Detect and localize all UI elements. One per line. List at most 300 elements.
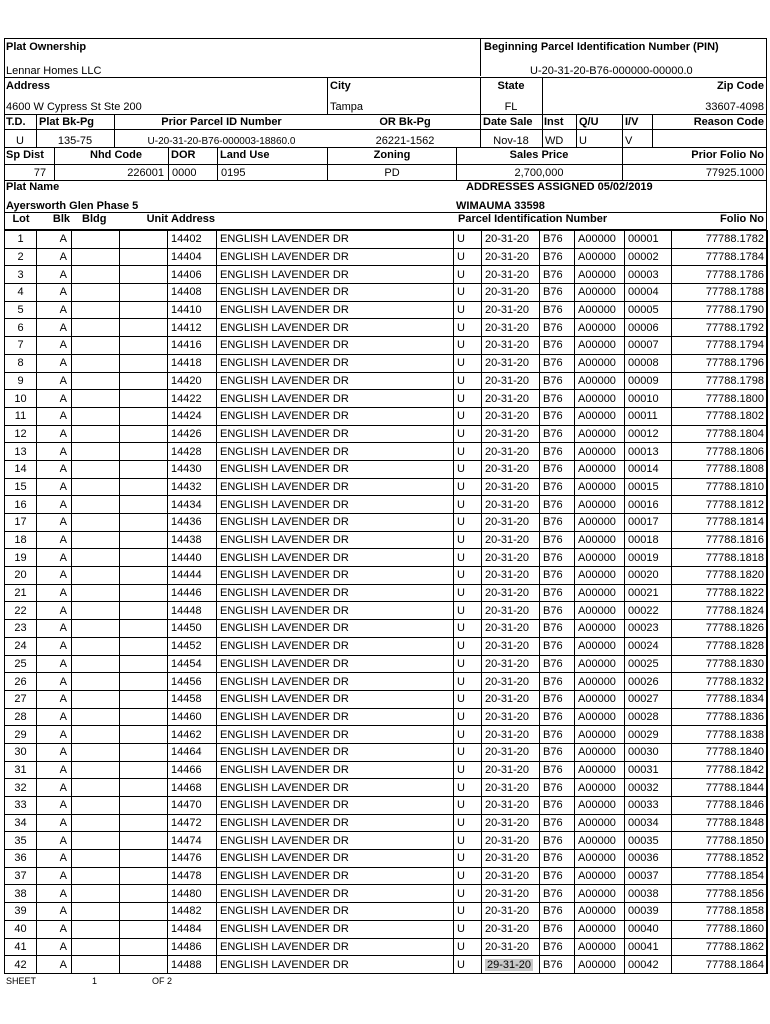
- row-blk: A: [37, 832, 72, 850]
- row-lot-code: 00033: [625, 797, 672, 815]
- table-row: [5, 301, 768, 319]
- zoning-label: Zoning: [373, 149, 411, 161]
- row-bldg: [72, 903, 120, 921]
- row-bldg: [72, 567, 120, 585]
- row-folio: 77788.1842: [672, 761, 768, 779]
- table-row: [5, 956, 768, 974]
- owner-state: FL: [504, 101, 518, 113]
- row-folio: 77788.1804: [672, 425, 768, 443]
- row-house-number: 14432: [168, 478, 217, 496]
- address-label: Address: [6, 80, 51, 92]
- row-section-township-range: 20-31-20: [482, 797, 540, 815]
- row-folio: 77788.1810: [672, 478, 768, 496]
- row-house-number: 14480: [168, 885, 217, 903]
- row-subdivision-code: B76: [540, 743, 575, 761]
- row-lot-code: 00021: [625, 584, 672, 602]
- row-blk: A: [37, 602, 72, 620]
- row-blk: A: [37, 673, 72, 691]
- row-unit: [120, 602, 168, 620]
- row-unit: [120, 549, 168, 567]
- row-tax-code: U: [454, 478, 482, 496]
- row-tax-code: U: [454, 514, 482, 532]
- row-block-code: A00000: [575, 637, 625, 655]
- row-lot-code: 00028: [625, 708, 672, 726]
- row-folio: 77788.1784: [672, 248, 768, 266]
- row-unit: [120, 248, 168, 266]
- table-row: [5, 443, 768, 461]
- row-tax-code: U: [454, 690, 482, 708]
- table-row: [5, 743, 768, 761]
- row-unit: [120, 673, 168, 691]
- row-folio: 77788.1786: [672, 266, 768, 284]
- row-lot: 1: [5, 231, 37, 249]
- row-section-township-range: 20-31-20: [482, 478, 540, 496]
- row-blk: A: [37, 797, 72, 815]
- row-unit: [120, 708, 168, 726]
- row-lot: 5: [5, 301, 37, 319]
- row-subdivision-code: B76: [540, 390, 575, 408]
- row-unit: [120, 761, 168, 779]
- row-section-township-range: 20-31-20: [482, 885, 540, 903]
- row-street: ENGLISH LAVENDER DR: [217, 708, 454, 726]
- row-bldg: [72, 743, 120, 761]
- row-blk: A: [37, 620, 72, 638]
- row-tax-code: U: [454, 620, 482, 638]
- row-street: ENGLISH LAVENDER DR: [217, 531, 454, 549]
- row-lot-code: 00038: [625, 885, 672, 903]
- row-section-township-range: 20-31-20: [482, 832, 540, 850]
- col-pin: Parcel Identification Number: [458, 213, 608, 225]
- col-lot: Lot: [12, 213, 30, 225]
- row-lot: 18: [5, 531, 37, 549]
- row-house-number: 14446: [168, 584, 217, 602]
- row-block-code: A00000: [575, 867, 625, 885]
- row-block-code: A00000: [575, 584, 625, 602]
- table-row: [5, 248, 768, 266]
- row-block-code: A00000: [575, 266, 625, 284]
- row-tax-code: U: [454, 673, 482, 691]
- row-unit: [120, 690, 168, 708]
- row-unit: [120, 743, 168, 761]
- row-section-township-range: 20-31-20: [482, 549, 540, 567]
- row-folio: 77788.1820: [672, 567, 768, 585]
- row-house-number: 14426: [168, 425, 217, 443]
- row-street: ENGLISH LAVENDER DR: [217, 460, 454, 478]
- sheet-label: SHEET: [6, 976, 37, 986]
- row-tax-code: U: [454, 567, 482, 585]
- table-row: [5, 496, 768, 514]
- table-row: [5, 514, 768, 532]
- row-blk: A: [37, 956, 72, 974]
- col-folio: Folio No: [720, 213, 764, 225]
- city-label: City: [330, 80, 351, 92]
- row-lot-code: 00039: [625, 903, 672, 921]
- table-row: [5, 602, 768, 620]
- parcel-table: [4, 230, 768, 974]
- row-tax-code: U: [454, 443, 482, 461]
- row-house-number: 14472: [168, 814, 217, 832]
- row-folio: 77788.1830: [672, 655, 768, 673]
- row-folio: 77788.1814: [672, 514, 768, 532]
- row-blk: A: [37, 903, 72, 921]
- row-subdivision-code: B76: [540, 266, 575, 284]
- reason-code-label: Reason Code: [693, 116, 764, 128]
- row-street: ENGLISH LAVENDER DR: [217, 443, 454, 461]
- row-section-township-range: 20-31-20: [482, 620, 540, 638]
- row-street: ENGLISH LAVENDER DR: [217, 549, 454, 567]
- row-unit: [120, 567, 168, 585]
- date-sale-value: Nov-18: [493, 135, 529, 147]
- row-block-code: A00000: [575, 903, 625, 921]
- row-section-township-range: 20-31-20: [482, 443, 540, 461]
- row-subdivision-code: B76: [540, 956, 575, 974]
- row-block-code: A00000: [575, 460, 625, 478]
- row-block-code: A00000: [575, 284, 625, 302]
- row-tax-code: U: [454, 956, 482, 974]
- row-tax-code: U: [454, 284, 482, 302]
- table-row: [5, 549, 768, 567]
- iv-label: I/V: [625, 116, 639, 128]
- row-tax-code: U: [454, 832, 482, 850]
- prior-parcel-value: U-20-31-20-B76-000003-18860.0: [147, 136, 296, 147]
- table-row: [5, 850, 768, 868]
- row-lot: 28: [5, 708, 37, 726]
- row-subdivision-code: B76: [540, 850, 575, 868]
- row-street: ENGLISH LAVENDER DR: [217, 319, 454, 337]
- row-section-township-range: 20-31-20: [482, 284, 540, 302]
- row-lot: 13: [5, 443, 37, 461]
- row-lot-code: 00037: [625, 867, 672, 885]
- row-blk: A: [37, 850, 72, 868]
- row-folio: 77788.1844: [672, 779, 768, 797]
- row-block-code: A00000: [575, 797, 625, 815]
- row-unit: [120, 779, 168, 797]
- row-subdivision-code: B76: [540, 319, 575, 337]
- row-block-code: A00000: [575, 779, 625, 797]
- row-lot: 42: [5, 956, 37, 974]
- row-folio: 77788.1836: [672, 708, 768, 726]
- row-street: ENGLISH LAVENDER DR: [217, 690, 454, 708]
- row-folio: 77788.1788: [672, 284, 768, 302]
- owner-name: Lennar Homes LLC: [6, 65, 102, 77]
- row-folio: 77788.1840: [672, 743, 768, 761]
- zip-label: Zip Code: [716, 80, 764, 92]
- row-tax-code: U: [454, 885, 482, 903]
- col-unit: Unit: [146, 213, 168, 225]
- row-lot-code: 00042: [625, 956, 672, 974]
- row-unit: [120, 496, 168, 514]
- row-street: ENGLISH LAVENDER DR: [217, 885, 454, 903]
- row-subdivision-code: B76: [540, 814, 575, 832]
- row-lot-code: 00027: [625, 690, 672, 708]
- row-unit: [120, 266, 168, 284]
- row-street: ENGLISH LAVENDER DR: [217, 337, 454, 355]
- row-folio: 77788.1848: [672, 814, 768, 832]
- row-house-number: 14448: [168, 602, 217, 620]
- prior-parcel-label: Prior Parcel ID Number: [161, 116, 282, 128]
- row-bldg: [72, 637, 120, 655]
- row-house-number: 14434: [168, 496, 217, 514]
- row-folio: 77788.1862: [672, 938, 768, 956]
- row-street: ENGLISH LAVENDER DR: [217, 496, 454, 514]
- owner-city: Tampa: [330, 101, 364, 113]
- row-subdivision-code: B76: [540, 248, 575, 266]
- row-lot-code: 00018: [625, 531, 672, 549]
- table-row: [5, 231, 768, 249]
- row-section-township-range: 20-31-20: [482, 602, 540, 620]
- row-subdivision-code: B76: [540, 460, 575, 478]
- table-row: [5, 284, 768, 302]
- row-lot-code: 00024: [625, 637, 672, 655]
- row-block-code: A00000: [575, 956, 625, 974]
- row-street: ENGLISH LAVENDER DR: [217, 231, 454, 249]
- zoning-value: PD: [384, 167, 400, 179]
- row-section-township-range: 20-31-20: [482, 708, 540, 726]
- row-house-number: 14486: [168, 938, 217, 956]
- row-house-number: 14418: [168, 354, 217, 372]
- row-lot-code: 00013: [625, 443, 672, 461]
- row-subdivision-code: B76: [540, 797, 575, 815]
- row-subdivision-code: B76: [540, 690, 575, 708]
- row-tax-code: U: [454, 779, 482, 797]
- row-house-number: 14474: [168, 832, 217, 850]
- row-bldg: [72, 354, 120, 372]
- beginning-pin: U-20-31-20-B76-000000-00000.0: [530, 65, 693, 77]
- row-lot: 11: [5, 407, 37, 425]
- row-street: ENGLISH LAVENDER DR: [217, 938, 454, 956]
- row-section-township-range: 20-31-20: [482, 354, 540, 372]
- row-unit: [120, 514, 168, 532]
- row-house-number: 14406: [168, 266, 217, 284]
- row-block-code: A00000: [575, 690, 625, 708]
- row-section-township-range: 20-31-20: [482, 372, 540, 390]
- col-blk: Blk: [52, 213, 70, 225]
- row-bldg: [72, 478, 120, 496]
- row-tax-code: U: [454, 531, 482, 549]
- row-section-township-range: 20-31-20: [482, 867, 540, 885]
- row-unit: [120, 885, 168, 903]
- table-row: [5, 425, 768, 443]
- row-blk: A: [37, 407, 72, 425]
- row-blk: A: [37, 231, 72, 249]
- row-bldg: [72, 956, 120, 974]
- row-subdivision-code: B76: [540, 938, 575, 956]
- row-subdivision-code: B76: [540, 337, 575, 355]
- inst-value: WD: [545, 135, 564, 147]
- table-row: [5, 903, 768, 921]
- row-tax-code: U: [454, 867, 482, 885]
- row-street: ENGLISH LAVENDER DR: [217, 390, 454, 408]
- row-street: ENGLISH LAVENDER DR: [217, 637, 454, 655]
- row-unit: [120, 531, 168, 549]
- owner-address: 4600 W Cypress St Ste 200: [6, 101, 142, 113]
- row-house-number: 14412: [168, 319, 217, 337]
- row-house-number: 14422: [168, 390, 217, 408]
- row-lot: 38: [5, 885, 37, 903]
- row-lot-code: 00008: [625, 354, 672, 372]
- row-bldg: [72, 832, 120, 850]
- row-unit: [120, 903, 168, 921]
- row-bldg: [72, 319, 120, 337]
- row-folio: 77788.1782: [672, 231, 768, 249]
- row-house-number: 14466: [168, 761, 217, 779]
- row-tax-code: U: [454, 372, 482, 390]
- row-unit: [120, 407, 168, 425]
- row-section-township-range: 20-31-20: [482, 903, 540, 921]
- row-bldg: [72, 284, 120, 302]
- row-blk: A: [37, 284, 72, 302]
- row-section-township-range: 20-31-20: [482, 814, 540, 832]
- row-street: ENGLISH LAVENDER DR: [217, 266, 454, 284]
- row-section-township-range: 20-31-20: [482, 850, 540, 868]
- row-house-number: 14404: [168, 248, 217, 266]
- row-folio: 77788.1828: [672, 637, 768, 655]
- row-street: ENGLISH LAVENDER DR: [217, 779, 454, 797]
- row-house-number: 14462: [168, 726, 217, 744]
- row-block-code: A00000: [575, 231, 625, 249]
- row-folio: 77788.1796: [672, 354, 768, 372]
- row-section-township-range: 20-31-20: [482, 743, 540, 761]
- row-block-code: A00000: [575, 761, 625, 779]
- row-house-number: 14458: [168, 690, 217, 708]
- row-lot-code: 00006: [625, 319, 672, 337]
- row-blk: A: [37, 443, 72, 461]
- row-section-township-range: 20-31-20: [482, 496, 540, 514]
- row-unit: [120, 920, 168, 938]
- row-lot-code: 00003: [625, 266, 672, 284]
- row-lot-code: 00040: [625, 920, 672, 938]
- row-subdivision-code: B76: [540, 496, 575, 514]
- row-subdivision-code: B76: [540, 478, 575, 496]
- row-tax-code: U: [454, 708, 482, 726]
- row-bldg: [72, 372, 120, 390]
- row-unit: [120, 354, 168, 372]
- row-blk: A: [37, 761, 72, 779]
- row-folio: 77788.1860: [672, 920, 768, 938]
- row-subdivision-code: B76: [540, 354, 575, 372]
- row-block-code: A00000: [575, 514, 625, 532]
- table-row: [5, 797, 768, 815]
- row-bldg: [72, 814, 120, 832]
- sales-price-label: Sales Price: [509, 149, 569, 161]
- row-lot-code: 00029: [625, 726, 672, 744]
- row-blk: A: [37, 266, 72, 284]
- col-address: Address: [171, 213, 216, 225]
- table-row: [5, 354, 768, 372]
- row-block-code: A00000: [575, 425, 625, 443]
- row-unit: [120, 460, 168, 478]
- row-section-township-range: 20-31-20: [482, 938, 540, 956]
- row-tax-code: U: [454, 938, 482, 956]
- row-folio: 77788.1824: [672, 602, 768, 620]
- row-lot: 9: [5, 372, 37, 390]
- table-row: [5, 637, 768, 655]
- row-lot: 39: [5, 903, 37, 921]
- row-house-number: 14420: [168, 372, 217, 390]
- row-blk: A: [37, 726, 72, 744]
- row-tax-code: U: [454, 460, 482, 478]
- sp-dist-label: Sp Dist: [6, 149, 44, 161]
- or-bkpg-label: OR Bk-Pg: [379, 116, 431, 128]
- land-use-label: Land Use: [220, 149, 270, 161]
- row-section-township-range: 20-31-20: [482, 514, 540, 532]
- owner-zip: 33607-4098: [705, 101, 764, 113]
- row-unit: [120, 425, 168, 443]
- row-blk: A: [37, 319, 72, 337]
- row-lot-code: 00034: [625, 814, 672, 832]
- row-tax-code: U: [454, 726, 482, 744]
- row-subdivision-code: B76: [540, 920, 575, 938]
- row-blk: A: [37, 867, 72, 885]
- row-section-township-range: 20-31-20: [482, 779, 540, 797]
- row-lot: 29: [5, 726, 37, 744]
- row-blk: A: [37, 743, 72, 761]
- row-folio: 77788.1850: [672, 832, 768, 850]
- row-folio: 77788.1858: [672, 903, 768, 921]
- row-blk: A: [37, 885, 72, 903]
- city-zip: WIMAUMA 33598: [456, 200, 545, 212]
- row-house-number: 14444: [168, 567, 217, 585]
- table-row: [5, 478, 768, 496]
- row-subdivision-code: B76: [540, 443, 575, 461]
- row-tax-code: U: [454, 301, 482, 319]
- row-folio: 77788.1800: [672, 390, 768, 408]
- date-sale-label: Date Sale: [483, 116, 533, 128]
- row-subdivision-code: B76: [540, 531, 575, 549]
- row-lot-code: 00004: [625, 284, 672, 302]
- row-bldg: [72, 337, 120, 355]
- row-blk: A: [37, 814, 72, 832]
- table-row: [5, 584, 768, 602]
- table-row: [5, 690, 768, 708]
- row-bldg: [72, 938, 120, 956]
- row-street: ENGLISH LAVENDER DR: [217, 425, 454, 443]
- row-lot: 24: [5, 637, 37, 655]
- row-subdivision-code: B76: [540, 885, 575, 903]
- row-tax-code: U: [454, 743, 482, 761]
- row-tax-code: U: [454, 266, 482, 284]
- table-row: [5, 885, 768, 903]
- row-unit: [120, 390, 168, 408]
- row-street: ENGLISH LAVENDER DR: [217, 726, 454, 744]
- row-unit: [120, 956, 168, 974]
- row-block-code: A00000: [575, 743, 625, 761]
- row-bldg: [72, 248, 120, 266]
- row-street: ENGLISH LAVENDER DR: [217, 248, 454, 266]
- row-bldg: [72, 602, 120, 620]
- row-subdivision-code: B76: [540, 584, 575, 602]
- row-street: ENGLISH LAVENDER DR: [217, 354, 454, 372]
- row-subdivision-code: B76: [540, 284, 575, 302]
- row-unit: [120, 584, 168, 602]
- row-street: ENGLISH LAVENDER DR: [217, 655, 454, 673]
- table-row: [5, 567, 768, 585]
- row-folio: 77788.1818: [672, 549, 768, 567]
- row-section-township-range: 20-31-20: [482, 266, 540, 284]
- row-unit: [120, 867, 168, 885]
- row-tax-code: U: [454, 584, 482, 602]
- row-lot: 8: [5, 354, 37, 372]
- row-section-township-range: 20-31-20: [482, 531, 540, 549]
- row-bldg: [72, 885, 120, 903]
- nhd-code-label: Nhd Code: [90, 149, 142, 161]
- nhd-code-value: 226001: [127, 167, 164, 179]
- row-lot: 31: [5, 761, 37, 779]
- row-lot: 4: [5, 284, 37, 302]
- row-house-number: 14468: [168, 779, 217, 797]
- row-blk: A: [37, 390, 72, 408]
- row-lot: 19: [5, 549, 37, 567]
